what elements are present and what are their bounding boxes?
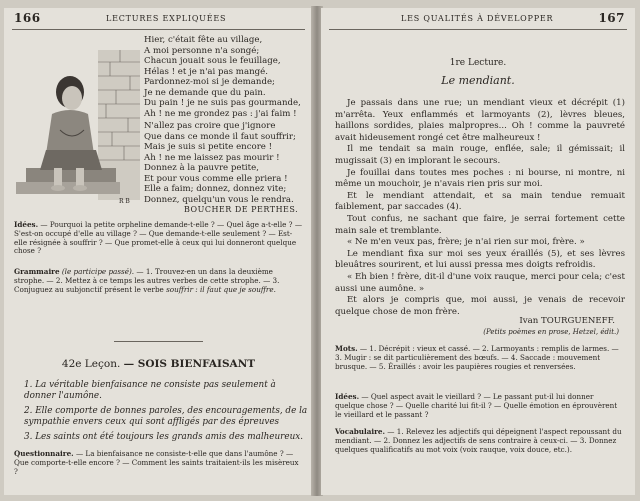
grammaire-note: (le participe passé).: [61, 267, 135, 276]
questionnaire-label: Questionnaire.: [14, 449, 74, 458]
paragraph: Je passais dans une rue; un mendiant vieux et décrépit (1) m'arrêta. Yeux enflammés et larmoyants (2), lèvres bleues, haillons sordides, plaies malpropres... Oh ! comme la pauvreté avait hideusement rongé cet être malheureux !: [335, 98, 625, 143]
poem: [144, 35, 312, 216]
poem-line: Ah ! ne me laissez pas mourir !: [144, 152, 280, 163]
idees-text: — Pourquoi la petite orpheline demande-t-elle ? — Quel âge a-t-elle ? — S'est-on occupé d'elle au village ? — Que demande-t-elle seulement ? — Est-elle résignée à souffrir ? — Que promet-elle à ceux qui lui donneront quelque chose ?: [14, 220, 303, 256]
left-running-head: [14, 11, 303, 28]
vocabulaire-exercise: [335, 428, 623, 454]
poem-line: Du pain ! je ne suis pas gourmande,: [144, 98, 301, 108]
questionnaire-text: — La bienfaisance ne consiste-t-elle que dans l'aumône ? — Que comporte-t-elle encore ? — Comment les saints traitaient-ils les misèreux ?: [14, 449, 299, 476]
left-header-rule: [12, 29, 305, 30]
poem-author: BOUCHER DE PERTHES.: [184, 205, 299, 214]
right-running-head: [331, 11, 625, 28]
author: Ivan TOURGUENEFF.: [519, 316, 615, 326]
idees-label-right: Idées.: [335, 392, 360, 401]
idees-questions: [14, 221, 304, 256]
right-running-title: LES QUALITÉS À DÉVELOPPER: [401, 14, 554, 23]
poem-line: Pardonnez-moi si je demande;: [144, 77, 275, 87]
reading-label: 1re Lecture.: [449, 58, 507, 68]
maxim: 2. Elle comporte de bonnes paroles, des encouragements, de la sympathie envers ceux qui sont affligés par des épreuves: [24, 406, 308, 427]
poem-line: Donnez, quelqu'un vous le rendra.: [144, 194, 294, 205]
paragraph: Le mendiant fixa sur moi ses yeux éraillés (5), et ses lèvres bleuâtres sourirent, et lui aussi pressa mes doigts refroidis.: [335, 248, 625, 271]
poem-line: A moi personne n'a songé;: [144, 45, 260, 56]
paragraph: Et le mendiant attendait, et sa main tendue remuait faiblement, par saccades (4).: [335, 190, 625, 213]
questionnaire: [14, 450, 304, 476]
vocab-label: Vocabulaire.: [335, 427, 385, 436]
paragraph: Il me tendait sa main rouge, enflée, sale; il gémissait; il mugissait (3) en implorant le secours.: [335, 144, 625, 166]
poem-line: Que dans ce monde il faut souffrir;: [144, 131, 296, 142]
idees-text-right: — Quel aspect avait le vieillard ? — Le passant put-il lui donner quelque chose ? — Quelle charité lui fit-il ? — Quelle émotion en éprouvèrent le vieillard et le passant ?: [335, 392, 618, 419]
poem-line: Je ne demande que du pain.: [144, 87, 266, 98]
lesson-title: — SOIS BIENFAISANT: [123, 358, 256, 370]
maxim: 3. Les saints ont été toujours les grands amis des malheureux.: [24, 432, 304, 442]
idees-questions-right: [335, 393, 623, 419]
poem-line: Elle a faim; donnez, donnez vite;: [144, 184, 287, 194]
poem-line: Donnez à la pauvre petite,: [144, 163, 259, 173]
mots-glossary: [335, 345, 623, 371]
poem-line: Ah ! ne me grondez pas : j'ai faim !: [144, 108, 297, 119]
maxim: 1. La véritable bienfaisance ne consiste pas seulement à donner l'aumône.: [24, 380, 276, 401]
reading-text: [335, 98, 625, 318]
grammaire-example: souffrir : il faut que je souffre.: [166, 284, 276, 294]
right-page: [321, 8, 635, 495]
lesson-number: 42e Leçon.: [61, 358, 121, 370]
left-page: [4, 8, 313, 495]
idees-label: Idées.: [14, 220, 39, 229]
poem-line: Chacun jouait sous le feuillage,: [144, 56, 281, 66]
paragraph: Tout confus, ne sachant que faire, je serrai fortement cette main sale et tremblante.: [335, 213, 625, 236]
poem-line: Et pour vous comme elle priera !: [144, 173, 288, 184]
paragraph: Je fouillai dans toutes mes poches : ni bourse, ni montre, ni même un mouchoir, je n'avais rien pris sur moi.: [335, 167, 625, 190]
grammaire-label: Grammaire: [14, 267, 60, 276]
paragraph: Et alors je compris que, moi aussi, je venais de recevoir quelque chose de mon frère.: [335, 295, 625, 317]
grammaire-exercise: [14, 268, 304, 294]
vocab-text: — 1. Relevez les adjectifs qui dépeignent l'aspect repoussant du mendiant. — 2. Donnez les adjectifs de sens contraire à ceux-ci. — 3. Donnez quelques qualificatifs au mot voix (voix rauque, voix douce, etc.).: [335, 427, 622, 454]
paragraph: « Eh bien ! frère, dit-il d'une voix rauque, merci pour cela; c'est aussi une aumône. »: [335, 271, 625, 294]
left-page-number: 166: [14, 11, 41, 25]
lesson-heading: [14, 358, 303, 370]
illustration-signature: R B: [119, 198, 130, 205]
mots-text: — 1. Décrépit : vieux et cassé. — 2. Larmoyants : remplis de larmes. — 3. Mugir : se dit particulièrement des bœufs. — 4. Saccade : mouvement brusque. — 5. Éraillés : avoir les paupières rougies et renversées.: [335, 344, 619, 371]
paragraph: « Ne m'en veux pas, frère; je n'ai rien sur moi, frère. »: [347, 237, 585, 248]
poem-line: N'allez pas croire que j'ignore: [144, 121, 276, 131]
mots-label: Mots.: [335, 344, 358, 353]
lesson-divider: [114, 341, 203, 342]
right-page-number: 167: [598, 11, 625, 25]
poem-line: Hélas ! et je n'ai pas mangé.: [144, 66, 268, 77]
left-running-title: LECTURES EXPLIQUÉES: [106, 14, 227, 23]
orphan-girl-illustration: [12, 50, 140, 200]
right-header-rule: [329, 29, 627, 30]
poem-line: Mais je suis si petite encore !: [144, 142, 273, 152]
poem-line: Hier, c'était fête au village,: [144, 35, 263, 45]
grammaire-text: — 1. Trouvez-en un dans la deuxième strophe. — 2. Mettez à ce temps les autres verbes de cette strophe. — 3. Conjuguez au subjonctif présent le verbe: [14, 267, 280, 294]
reading-title: Le mendiant.: [441, 74, 515, 87]
source: (Petits poèmes en prose, Hetzel, édit.): [483, 328, 619, 336]
